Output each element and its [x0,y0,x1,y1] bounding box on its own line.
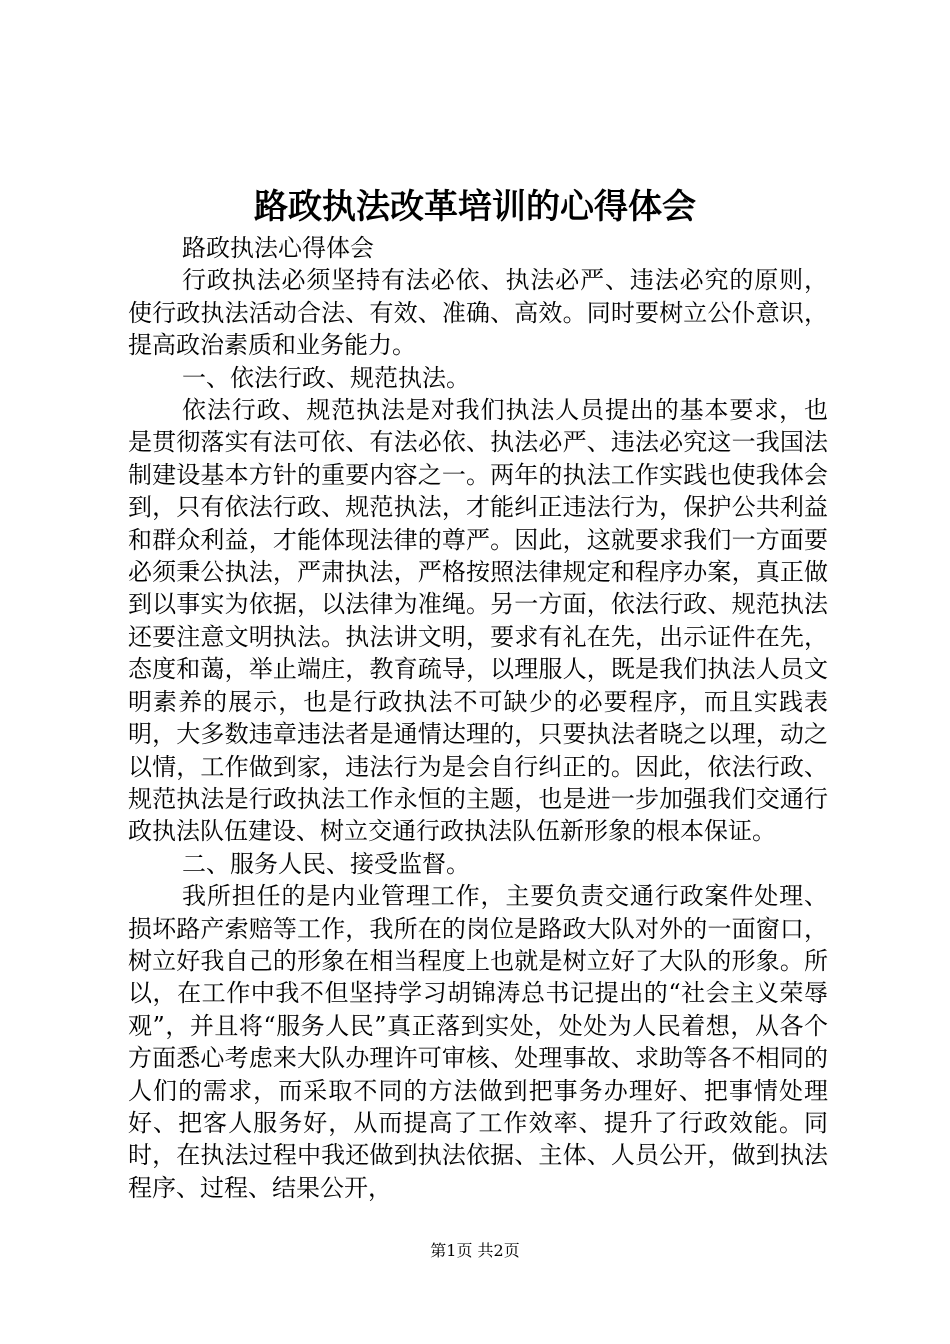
paragraph-intro: 行政执法必须坚持有法必依、执法必严、违法必究的原则，使行政执法活动合法、有效、准确、高效。同时要树立公仆意识，提高政治素质和业务能力。 [128,266,828,360]
paragraph-subtitle: 路政执法心得体会 [182,234,374,262]
document-title: 路政执法改革培训的心得体会 [254,187,696,227]
paragraph-section-1: 依法行政、规范执法是对我们执法人员提出的基本要求，也是贯彻落实有法可依、有法必依、执法必严、违法必究这一我国法制建设基本方针的重要内容之一。两年的执法工作实践也使我体会到，只有依法行政、规范执法，才能纠正违法行为，保护公共利益和群众利益，才能体现法律的尊严。因此，这就要求我们一方面要必须秉公执法，严肃执法，严格按照法律规定和程序办案，真正做到以事实为依据，以法律为准绳。另一方面，依法行政、规范执法还要注意文明执法。执法讲文明，要求有礼在先，出示证件在先，态度和蔼，举止端庄，教育疏导，以理服人，既是我们执法人员文明素养的展示，也是行政执法不可缺少的必要程序，而且实践表明，大多数违章违法者是通情达理的，只要执法者晓之以理，动之以情，工作做到家，违法行为是会自行纠正的。因此，依法行政、规范执法是行政执法工作永恒的主题，也是进一步加强我们交通行政执法队伍建设、树立交通行政执法队伍新形象的根本保证。 [128,396,828,846]
page-number-footer: 第1页 共2页 [430,1241,520,1260]
document-body [128,232,828,1204]
paragraph-section-2: 我所担任的是内业管理工作，主要负责交通行政案件处理、损坏路产索赔等工作，我所在的岗位是路政大队对外的一面窗口，树立好我自己的形象在相当程度上也就是树立好了大队的形象。所以，在工作中我不但坚持学习胡锦涛总书记提出的“社会主义荣辱观”，并且将“服务人民”真正落到实处，处处为人民着想，从各个方面悉心考虑来大队办理许可审核、处理事故、求助等各不相同的人们的需求，而采取不同的方法做到把事务办理好、把事情处理好、把客人服务好，从而提高了工作效率、提升了行政效能。同时，在执法过程中我还做到执法依据、主体、人员公开，做到执法程序、过程、结果公开， [128,882,828,1202]
section-heading-2: 二、服务人民、接受监督。 [182,849,470,878]
section-heading-1: 一、依法行政、规范执法。 [182,363,470,392]
